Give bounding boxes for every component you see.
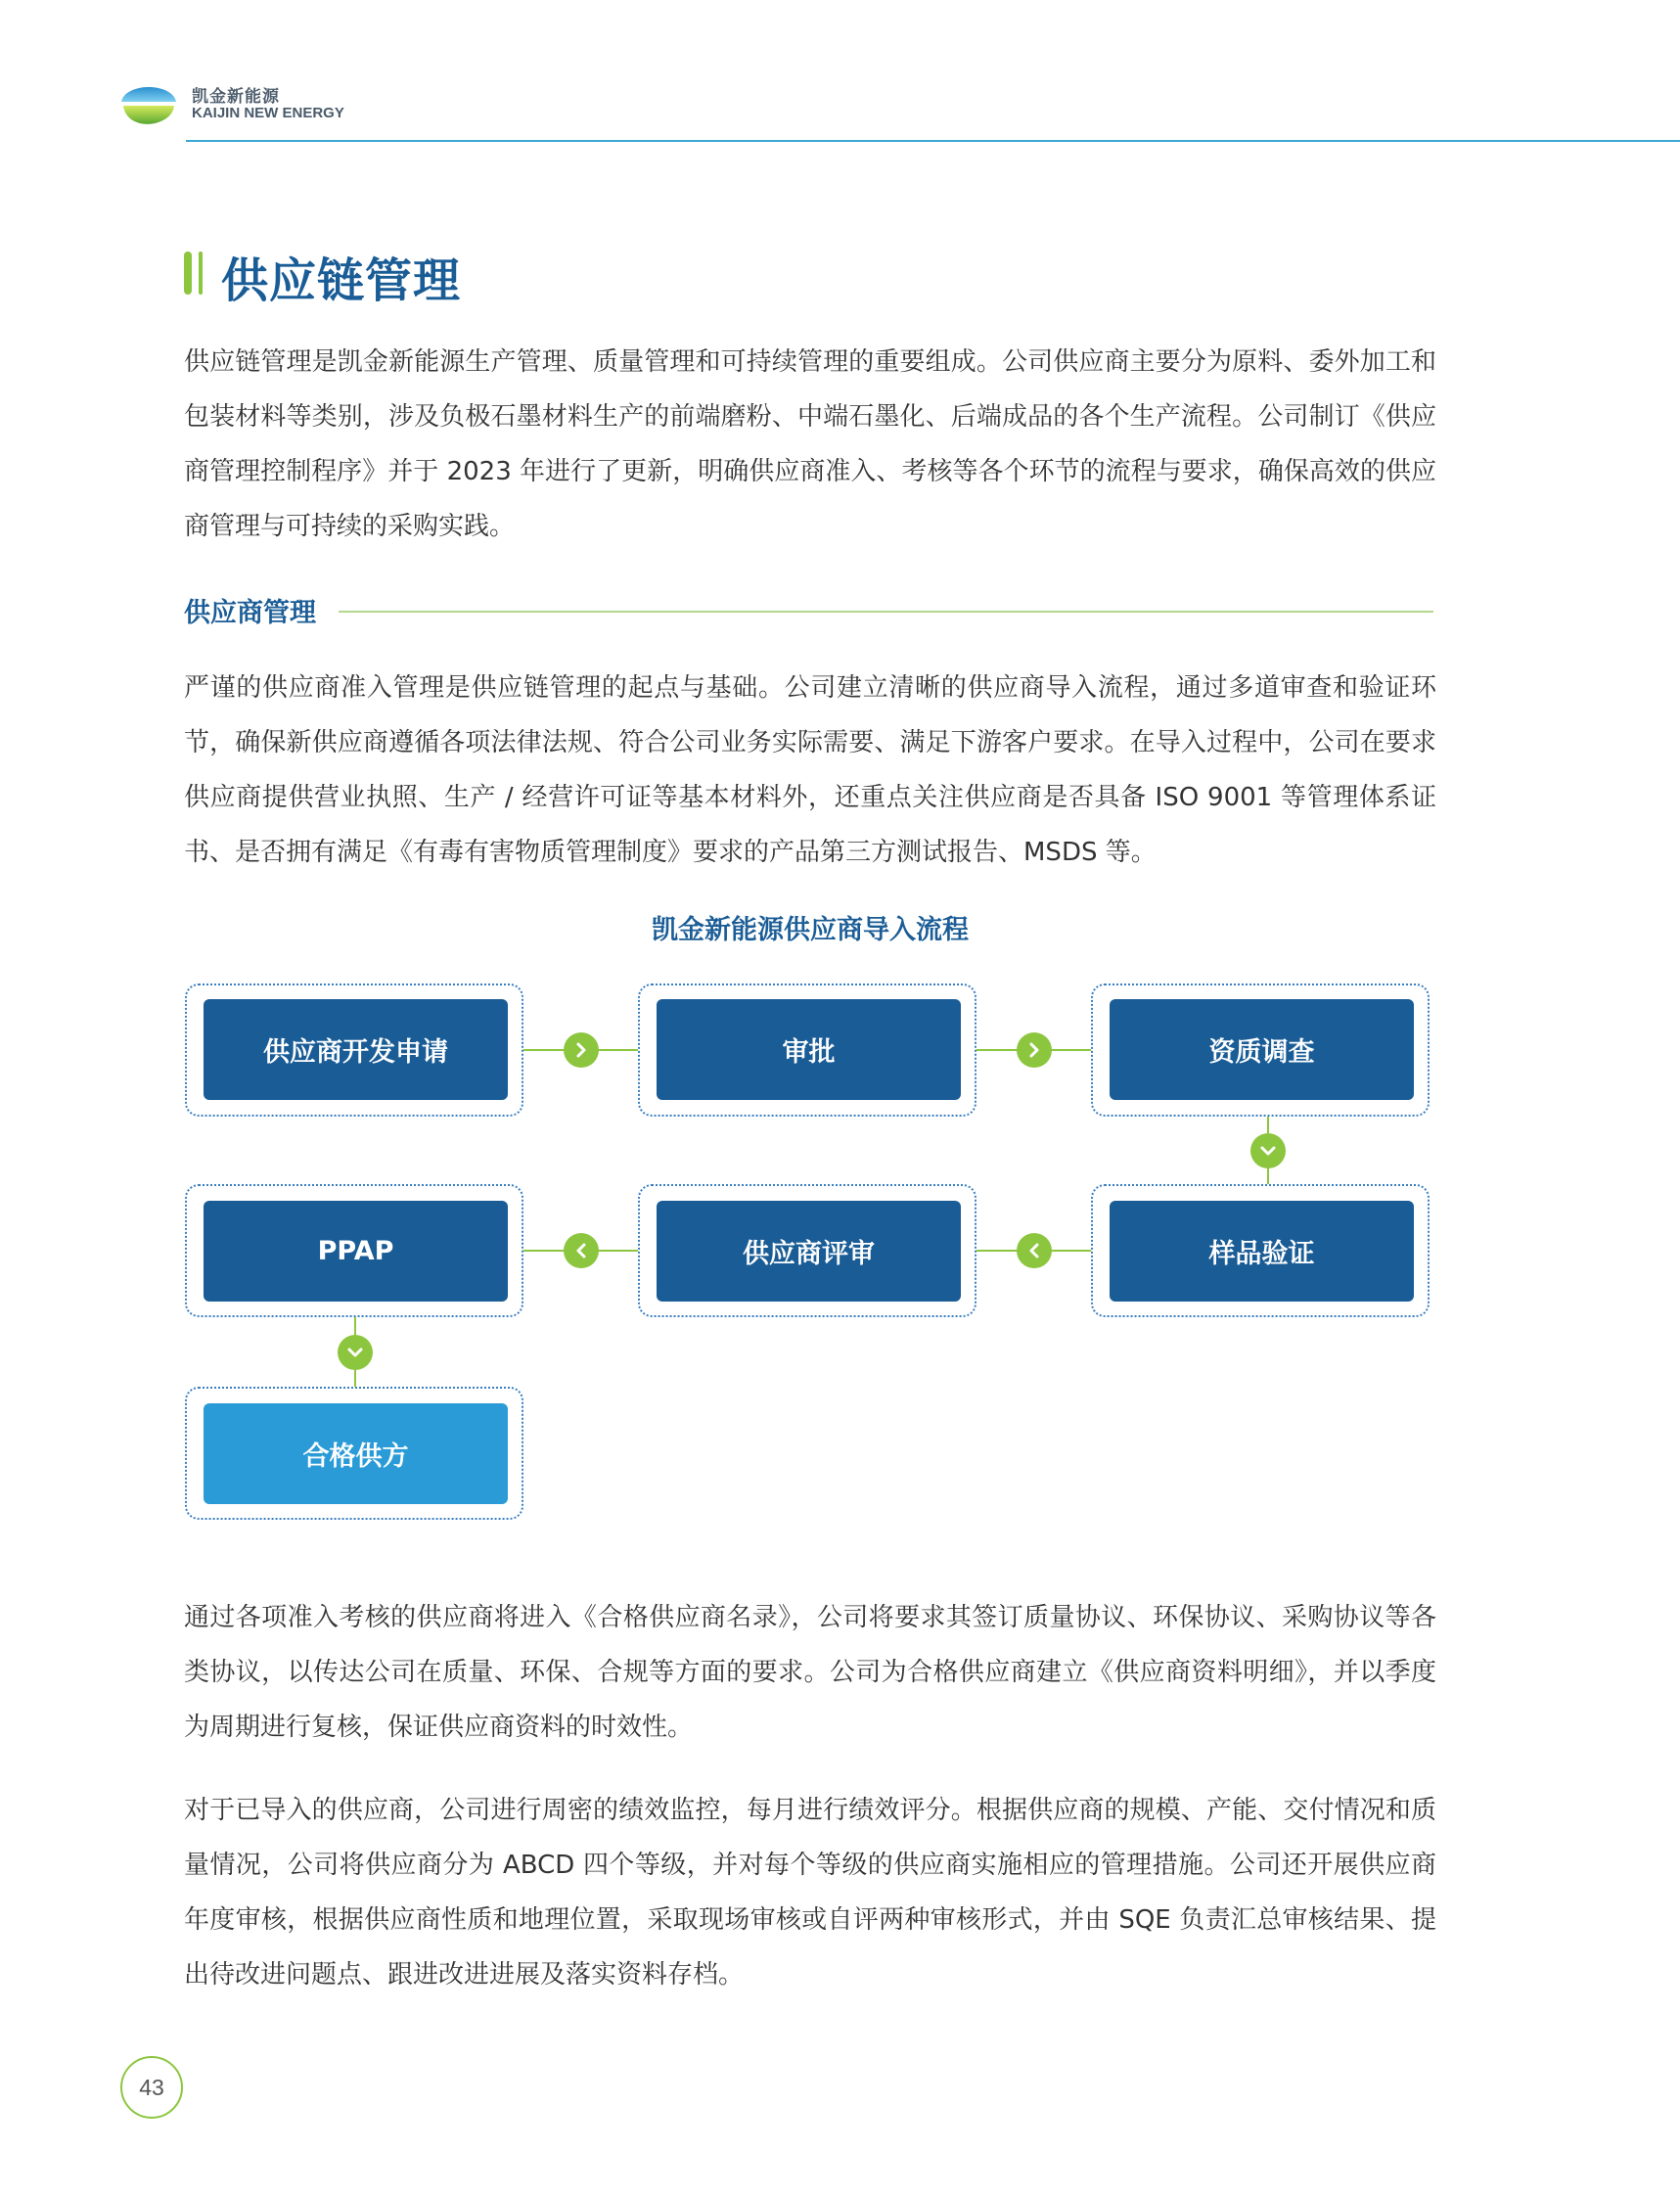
- logo-chinese-name: 凯金新能源: [192, 87, 280, 107]
- flow-step-approval: 审批: [657, 999, 961, 1100]
- chevron-down-icon: [338, 1335, 373, 1370]
- performance-monitoring-paragraph: 对于已导入的供应商，公司进行周密的绩效监控，每月进行绩效评分。根据供应商的规模、产能、交付情况和质量情况，公司将供应商分为 ABCD 四个等级，并对每个等级的供应商实施相应的管理措施。公司还开展供应商年度审核，根据供应商性质和地理位置，采取现场审核或自评两种审核形式，并由 SQE 负责汇总审核结果、提出待改进问题点、跟进改进进展及落实资料存档。: [184, 1796, 1436, 1990]
- section-heading: 供应商管理: [184, 598, 316, 628]
- title-accent-bar: [184, 252, 192, 295]
- header-divider: [186, 140, 1680, 142]
- supplier-admission-paragraph: 严谨的供应商准入管理是供应链管理的起点与基础。公司建立清晰的供应商导入流程，通过多道审查和验证环节，确保新供应商遵循各项法律法规、符合公司业务实际需要、满足下游客户要求。在导入过程中，公司在要求供应商提供营业执照、生产 / 经营许可证等基本材料外，还重点关注供应商是否具备 ISO 9001 等管理体系证书、是否拥有满足《有毒有害物质管理制度》要求的产品第三方测试报告、MSDS 等。: [184, 673, 1436, 867]
- qualified-supplier-paragraph: 通过各项准入考核的供应商将进入《合格供应商名录》，公司将要求其签订质量协议、环保协议、采购协议等各类协议，以传达公司在质量、环保、合规等方面的要求。公司为合格供应商建立《供应商资料明细》，并以季度为周期进行复核，保证供应商资料的时效性。: [184, 1603, 1436, 1742]
- section-heading-rule: [339, 611, 1433, 613]
- flow-step-sample-verification: 样品验证: [1110, 1201, 1414, 1302]
- flow-step-supplier-review: 供应商评审: [657, 1201, 961, 1302]
- chevron-down-icon: [1250, 1133, 1286, 1168]
- page-title: 供应链管理: [221, 253, 462, 308]
- flow-step-qualification-investigation: 资质调查: [1110, 999, 1414, 1100]
- flow-step-qualified-supplier: 合格供方: [204, 1403, 508, 1504]
- chevron-left-icon: [564, 1233, 599, 1268]
- page-number: 43: [120, 2056, 183, 2119]
- logo-english-name: KAIJIN NEW ENERGY: [192, 105, 344, 121]
- chevron-right-icon: [1017, 1032, 1052, 1068]
- flow-step-ppap: PPAP: [204, 1201, 508, 1302]
- chevron-left-icon: [1017, 1233, 1052, 1268]
- chevron-right-icon: [564, 1032, 599, 1068]
- company-logo: [115, 78, 182, 133]
- intro-paragraph: 供应链管理是凯金新能源生产管理、质量管理和可持续管理的重要组成。公司供应商主要分为原料、委外加工和包装材料等类别，涉及负极石墨材料生产的前端磨粉、中端石墨化、后端成品的各个生产流程。公司制订《供应商管理控制程序》并于 2023 年进行了更新，明确供应商准入、考核等各个环节的流程与要求，确保高效的供应商管理与可持续的采购实践。: [184, 347, 1436, 541]
- flow-step-supplier-development-application: 供应商开发申请: [204, 999, 508, 1100]
- flowchart-title: 凯金新能源供应商导入流程: [652, 915, 969, 945]
- title-accent-bar-thin: [199, 252, 203, 295]
